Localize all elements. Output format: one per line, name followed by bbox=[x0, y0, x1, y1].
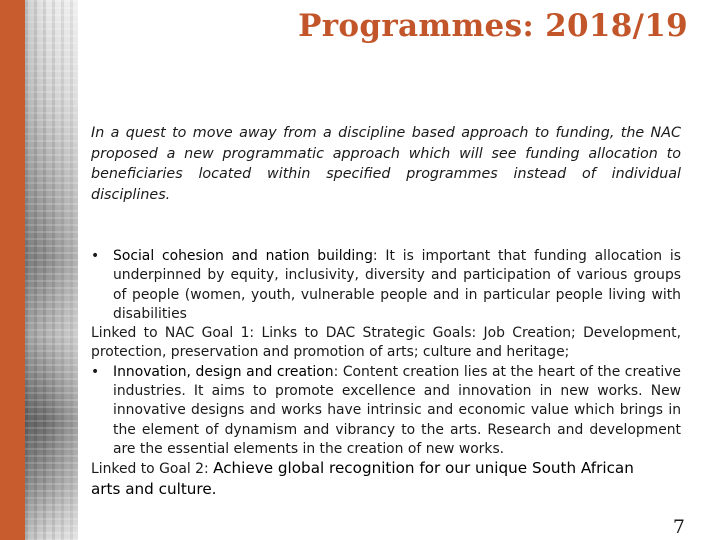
list-item bbox=[91, 247, 681, 324]
programme-heading: Innovation, design and creation bbox=[113, 363, 334, 380]
goal-link-prefix: Linked to Goal 2: bbox=[91, 461, 214, 478]
bullet-icon: • bbox=[91, 248, 100, 264]
programme-description: : It is important that funding allocation is underpinned by equity, inclusivity, diversity and participation of various groups of people (women, youth, vulnerable people and in particular people living with disabilities bbox=[113, 248, 681, 322]
programme-goal-link bbox=[91, 459, 681, 500]
list-item bbox=[91, 363, 681, 459]
programmes-list bbox=[91, 247, 681, 500]
programme-description: : Content creation lies at the heart of the creative industries. It aims to promote excellence and innovation in new works. New innovative designs and works have intrinsic and economic value which brings in the element of dynamism and vibrancy to the arts. Research and development are the essential elements in the creation of new works. bbox=[113, 363, 681, 457]
slide-title: Programmes: 2018/19 bbox=[298, 8, 688, 44]
side-accent-bar bbox=[0, 0, 25, 540]
programme-goal-link: Linked to NAC Goal 1: Links to DAC Strategic Goals: Job Creation; Development, protection, preservation and promotion of arts; culture and heritage; bbox=[91, 325, 681, 361]
intro-paragraph: In a quest to move away from a discipline based approach to funding, the NAC proposed a new programmatic approach which will see funding allocation to beneficiaries located within specified programmes instead of individual disciplines. bbox=[91, 125, 681, 203]
page-number: 7 bbox=[672, 516, 685, 538]
programme-heading: Social cohesion and nation building bbox=[113, 248, 373, 264]
bullet-icon: • bbox=[91, 363, 100, 380]
goal-link-emphasis: Achieve global recognition for our unique South African arts and culture. bbox=[91, 459, 634, 498]
side-decorative-photo bbox=[25, 0, 78, 540]
